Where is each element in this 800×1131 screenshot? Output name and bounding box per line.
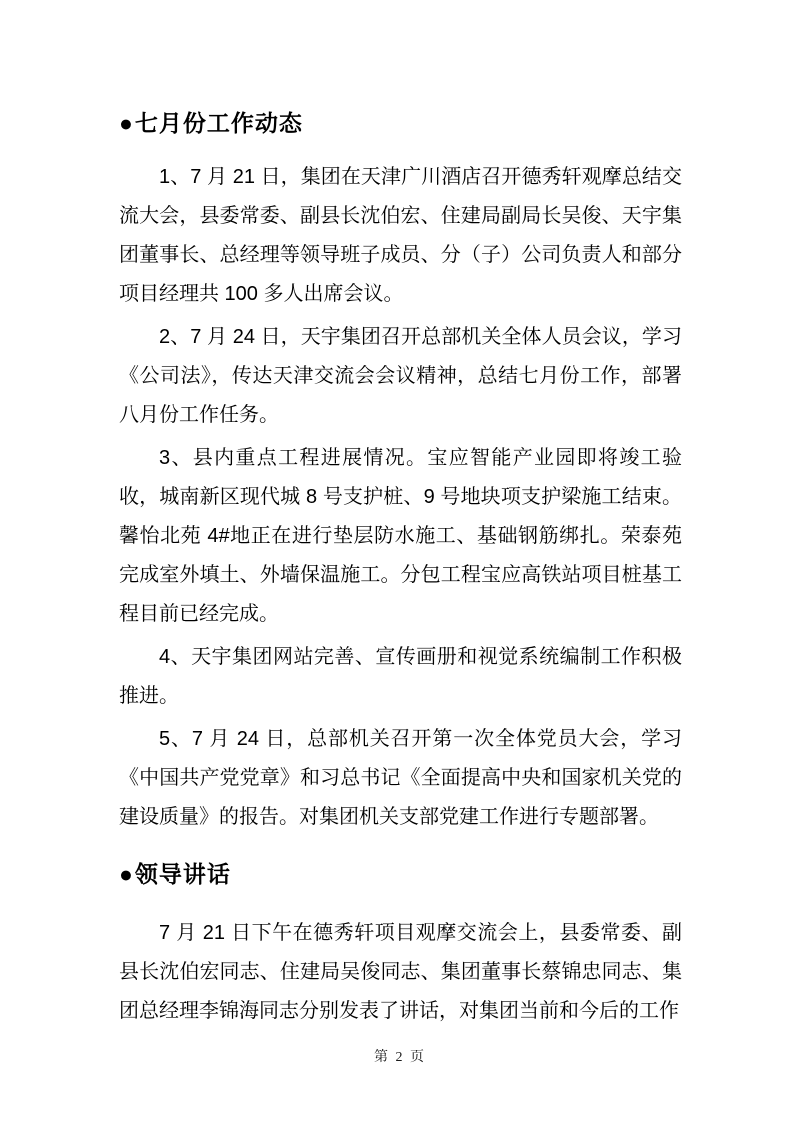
bullet-icon: ●: [119, 110, 134, 136]
paragraph-hq-staff-meeting: 2、7 月 24 日，天宇集团召开总部机关全体人员会议，学习《公司法》，传达天津交流会会议精神，总结七月份工作，部署八月份工作任务。: [119, 326, 682, 426]
section-heading-july-work-updates: [119, 108, 682, 138]
section-title: 领导讲话: [134, 861, 231, 887]
section-heading-leader-speeches: [119, 859, 682, 889]
paragraph-leader-speeches-intro: 7 月 21 日下午在德秀轩项目观摩交流会上，县委常委、副县长沈伯宏同志、住建局吴俊同志、集团董事长蔡锦忠同志、集团总经理李锦海同志分别发表了讲话，对集团当前和今后的工作: [119, 922, 682, 1022]
page-number: 第 2 页: [374, 1050, 426, 1065]
paragraph-website-branding: 4、天宇集团网站完善、宣传画册和视觉系统编制工作积极推进。: [119, 646, 682, 707]
section-title: 七月份工作动态: [134, 110, 303, 136]
paragraph-meeting-tianjin: 1、7 月 21 日，集团在天津广川酒店召开德秀轩观摩总结交流大会，县委常委、副县长沈伯宏、住建局副局长吴俊、天宇集团董事长、总经理等领导班子成员、分（子）公司负责人和部分项目经理共 100 多人出席会议。: [119, 166, 682, 305]
paragraph-party-member-assembly: 5、7 月 24 日，总部机关召开第一次全体党员大会，学习《中国共产党党章》和习总书记《全面提高中央和国家机关党的建设质量》的报告。对集团机关支部党建工作进行专题部署。: [119, 728, 682, 828]
paragraph-key-projects-progress: 3、县内重点工程进展情况。宝应智能产业园即将竣工验收，城南新区现代城 8 号支护桩、9 号地块项支护梁施工结束。馨怡北苑 4#地正在进行垫层防水施工、基础钢筋绑扎。荣泰苑完成室外填土、外墙保温施工。分包工程宝应高铁站项目桩基工程目前已经完成。: [119, 447, 682, 625]
bullet-icon: ●: [119, 861, 134, 887]
